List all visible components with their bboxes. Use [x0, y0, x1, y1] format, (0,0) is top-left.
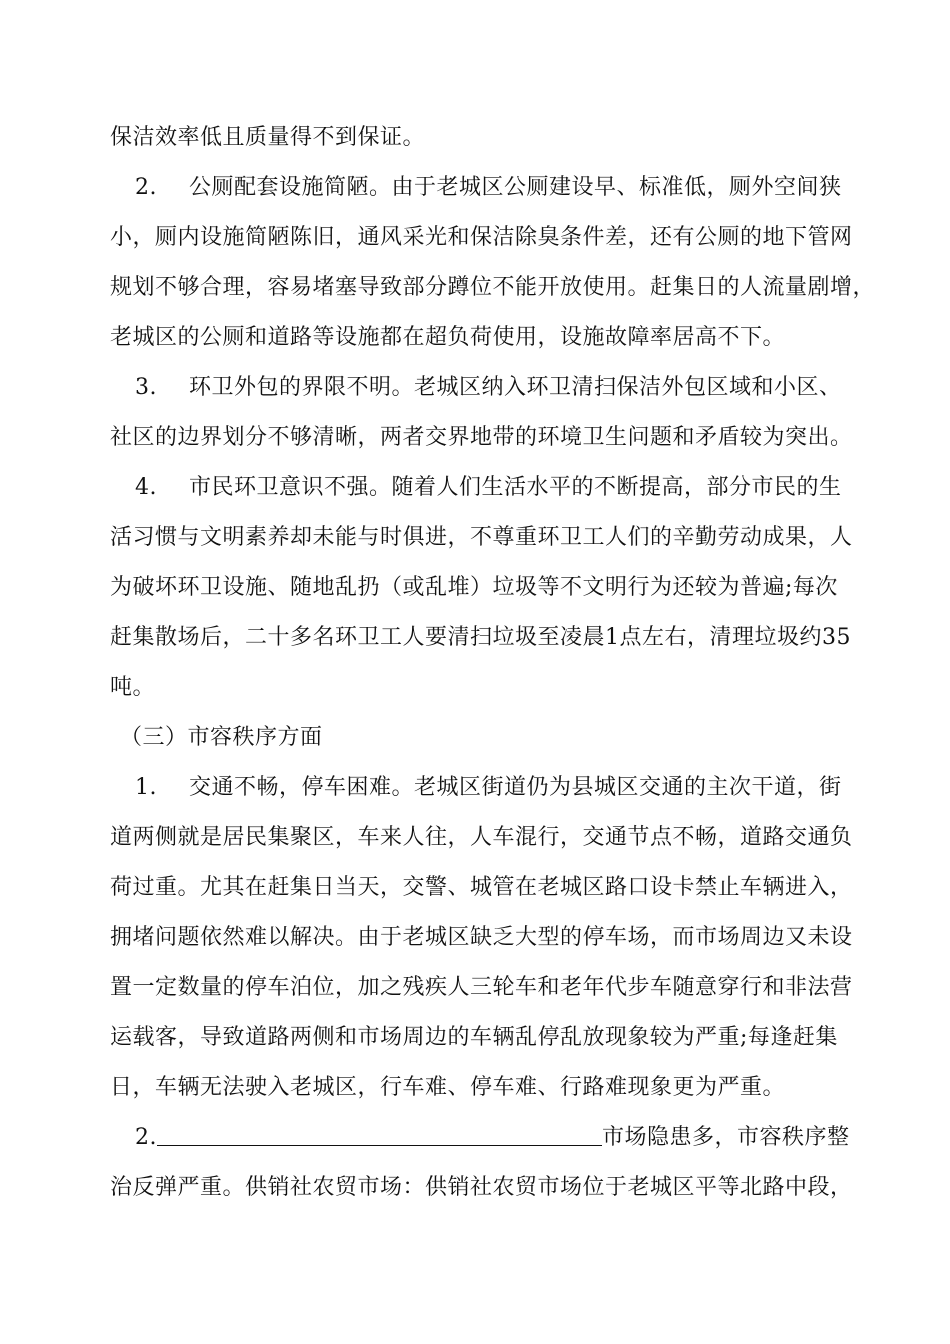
- text-line: [110, 1173, 853, 1203]
- text-line: [110, 873, 853, 903]
- text-line: [110, 123, 425, 153]
- line-text: 社区的边界划分不够清晰，两者交界地带的环境卫生问题和矛盾较为突出。: [110, 425, 853, 450]
- text-line: [110, 973, 853, 1003]
- line-text: 道两侧就是居民集聚区，车来人往，人车混行，交通节点不畅，道路交通负: [110, 825, 853, 850]
- list-item: [135, 373, 842, 403]
- line-text: 小，厕内设施简陋陈旧，通风采光和保洁除臭条件差，还有公厕的地下管网: [110, 225, 853, 250]
- list-item: [135, 173, 842, 203]
- text-line: [110, 623, 851, 653]
- item-number: 1.: [135, 775, 157, 800]
- line-text: 置一定数量的停车泊位，加之残疾人三轮车和老年代步车随意穿行和非法营: [110, 975, 853, 1000]
- line-text: 市民环卫意识不强。随着人们生活水平的不断提高，部分市民的生: [189, 475, 842, 500]
- line-text: 环卫外包的界限不明。老城区纳入环卫清扫保洁外包区域和小区、: [189, 375, 842, 400]
- text-line: [110, 573, 838, 603]
- heading-text: （三）市容秩序方面: [120, 725, 323, 750]
- line-text: 吨。: [110, 675, 156, 700]
- line-text: 交通不畅，停车困难。老城区街道仍为县城区交通的主次干道，街: [189, 775, 842, 800]
- item-number: 3.: [135, 375, 157, 400]
- text-line: [110, 523, 853, 553]
- list-item: [135, 1123, 850, 1153]
- line-text: 公厕配套设施简陋。由于老城区公厕建设早、标准低，厕外空间狭: [189, 175, 842, 200]
- item-number: 4.: [135, 475, 157, 500]
- line-text: 保洁效率低且质量得不到保证。: [110, 125, 426, 150]
- line-text: 市场隐患多，市容秩序整: [602, 1125, 850, 1150]
- list-item: [135, 473, 842, 503]
- line-text: 荷过重。尤其在赶集日当天，交警、城管在老城区路口设卡禁止车辆进入，: [110, 875, 853, 900]
- line-text: 为破坏环卫设施、随地乱扔（或乱堆）垃圾等不文明行为还较为普遍;每次: [110, 575, 838, 600]
- line-text: 老城区的公厕和道路等设施都在超负荷使用，设施故障率居高不下。: [110, 325, 786, 350]
- item-number: 2.: [135, 175, 157, 200]
- line-text: 赶集散场后，二十多名环卫工人要清扫垃圾至凌晨1点左右，清理垃圾约35: [110, 625, 851, 650]
- text-line: [110, 823, 853, 853]
- text-line: [110, 1023, 838, 1053]
- text-line: [110, 273, 875, 303]
- line-text: 活习惯与文明素养却未能与时俱进，不尊重环卫工人们的辛勤劳动成果，人: [110, 525, 853, 550]
- text-line: [110, 223, 853, 253]
- text-line: [110, 923, 853, 953]
- text-line: [110, 1073, 785, 1103]
- line-text: 运载客，导致道路两侧和市场周边的车辆乱停乱放现象较为严重;每逢赶集: [110, 1025, 838, 1050]
- line-text: 规划不够合理，容易堵塞导致部分蹲位不能开放使用。赶集日的人流量剧增，: [110, 275, 876, 300]
- text-line: [110, 673, 155, 703]
- text-line: [110, 423, 853, 453]
- item-number: 2.: [135, 1125, 157, 1150]
- list-item: [135, 773, 842, 803]
- text-line: [110, 323, 785, 353]
- fill-in-blank: [157, 1123, 602, 1146]
- line-text: 治反弹严重。供销社农贸市场：供销社农贸市场位于老城区平等北路中段，: [110, 1175, 853, 1200]
- section-heading: [120, 723, 323, 753]
- line-text: 日，车辆无法驶入老城区，行车难、停车难、行路难现象更为严重。: [110, 1075, 786, 1100]
- line-text: 拥堵问题依然难以解决。由于老城区缺乏大型的停车场，而市场周边又未设: [110, 925, 853, 950]
